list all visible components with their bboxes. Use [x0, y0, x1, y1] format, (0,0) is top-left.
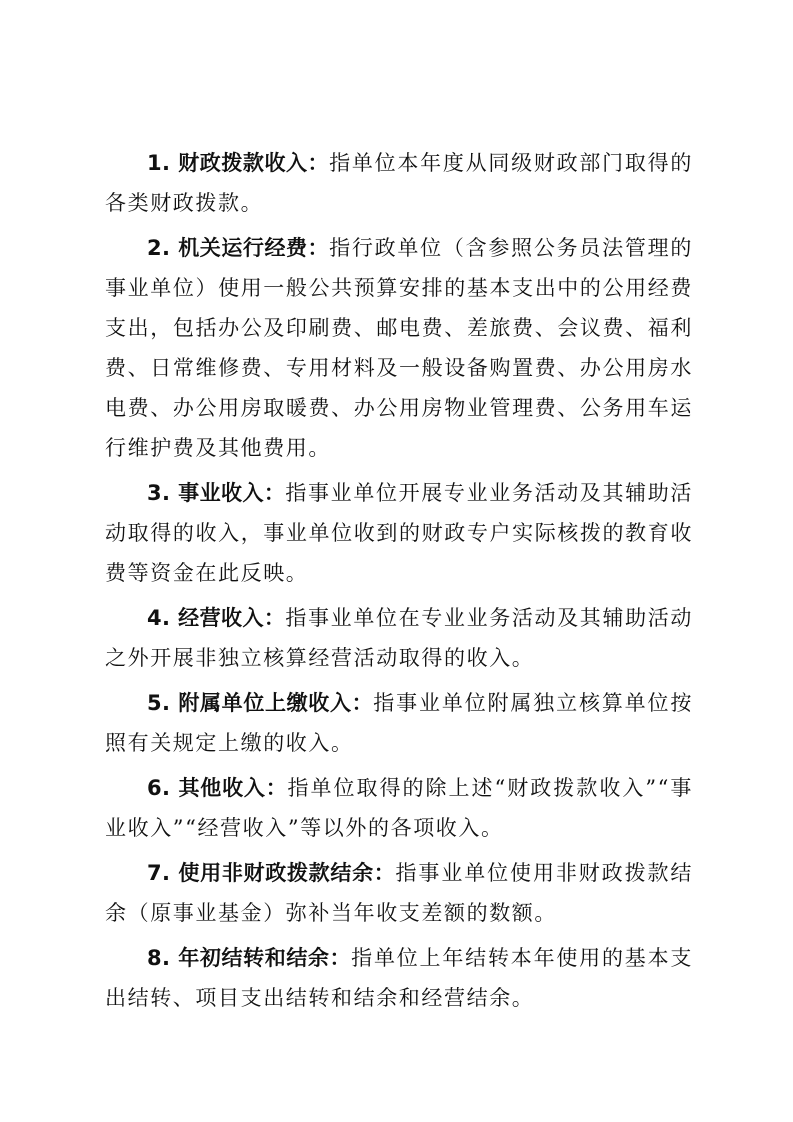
definition-text: 指单位本年度从同级财政部门取得的各类财政拨款。	[105, 151, 693, 215]
definition-term: 3. 事业收入：	[147, 481, 286, 505]
definition-text: 指事业单位开展专业业务活动及其辅助活动取得的收入，事业单位收到的财政专户实际核拨的教育收费等资金在此反映。	[105, 481, 693, 585]
document-page	[105, 143, 693, 1023]
definition-text: 指事业单位使用非财政拨款结余（原事业基金）弥补当年收支差额的数额。	[105, 861, 693, 925]
definition-term: 2. 机关运行经费：	[147, 236, 330, 260]
definition-text: 指行政单位（含参照公务员法管理的事业单位）使用一般公共预算安排的基本支出中的公用经费支出，包括办公及印刷费、邮电费、差旅费、会议费、福利费、日常维修费、专用材料及一般设备购置费、办公用房水电费、办公用房取暖费、办公用房物业管理费、公务用车运行维护费及其他费用。	[105, 236, 693, 460]
definition-term: 4. 经营收入：	[147, 606, 286, 630]
definition-text: 指单位上年结转本年使用的基本支出结转、项目支出结转和结余和经营结余。	[105, 946, 693, 1010]
definition-term: 5. 附属单位上缴收入：	[147, 691, 374, 715]
definition-item	[105, 938, 693, 1018]
definition-item	[105, 768, 693, 848]
definition-term: 6. 其他收入：	[147, 776, 288, 800]
definition-text: 指事业单位附属独立核算单位按照有关规定上缴的收入。	[105, 691, 693, 755]
definition-text: 指单位取得的除上述“财政拨款收入”“事业收入”“经营收入”等以外的各项收入。	[105, 776, 693, 840]
definition-item	[105, 683, 693, 763]
definition-text: 指事业单位在专业业务活动及其辅助活动之外开展非独立核算经营活动取得的收入。	[105, 606, 693, 670]
definition-term: 8. 年初结转和结余：	[147, 946, 352, 970]
definition-item	[105, 853, 693, 933]
definition-item	[105, 143, 693, 223]
definition-term: 7. 使用非财政拨款结余：	[147, 861, 396, 885]
definition-item	[105, 228, 693, 468]
definition-item	[105, 598, 693, 678]
definition-item	[105, 473, 693, 593]
definition-term: 1. 财政拨款收入：	[147, 151, 330, 175]
